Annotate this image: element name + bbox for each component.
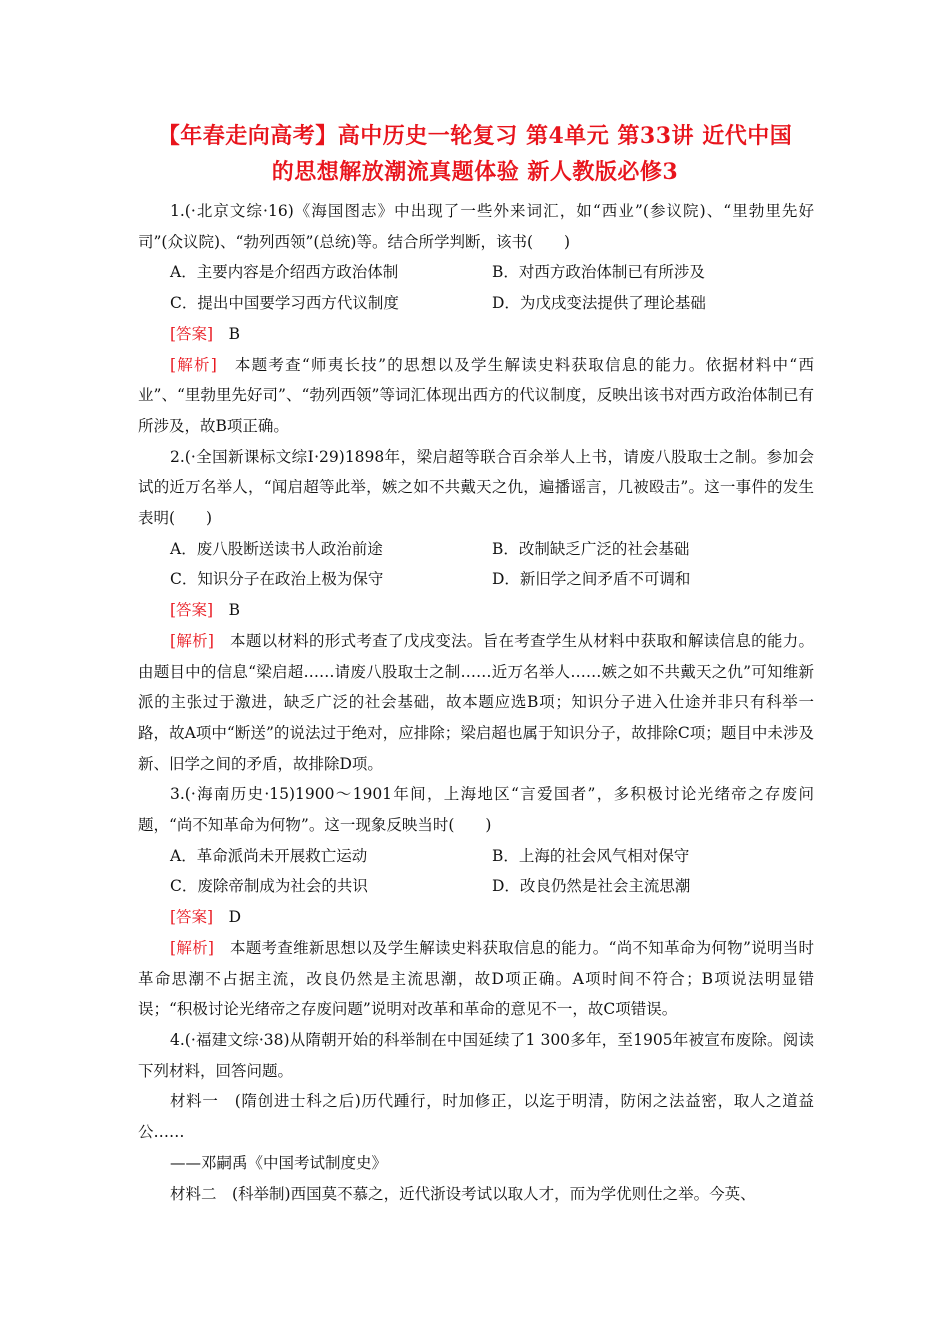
question-2-answer — [138, 595, 814, 626]
question-1-answer — [138, 319, 814, 350]
question-2-option-a: A．废八股断送读书人政治前途 — [170, 539, 383, 558]
document-title — [120, 118, 830, 190]
analysis-tag: [解析] — [170, 938, 214, 957]
analysis-text: 本题考查“师夷长技”的思想以及学生解读史料获取信息的能力。依据材料中“西业”、“里勃里先好司”、“勃列西领”等词汇体现出西方的代议制度，反映出该书对西方政治体制已有所涉及，故B项正确。 — [138, 355, 814, 435]
question-2-analysis — [138, 626, 814, 780]
question-1-options-row-1 — [138, 257, 814, 288]
question-4-material-1: 材料一 (隋创进士科之后)历代踵行，时加修正，以迄于明清，防闲之法益密，取人之道益公…… — [138, 1092, 814, 1142]
question-1-option-c: C．提出中国要学习西方代议制度 — [170, 294, 399, 313]
question-3-analysis — [138, 933, 814, 1025]
question-2-options-row-1 — [138, 534, 814, 565]
answer-tag: [答案] — [170, 601, 214, 620]
question-4-material-1-source: ——邓嗣禹《中国考试制度史》 — [170, 1153, 388, 1172]
question-3-option-b: B．上海的社会风气相对保守 — [492, 846, 690, 865]
analysis-tag: [解析] — [170, 631, 214, 650]
question-2-stem: 2.(·全国新课标文综Ⅰ·29)1898年，梁启超等联合百余举人上书，请废八股取士之制。参加会试的近万名举人，“闻启超等此举，嫉之如不共戴天之仇，遍播谣言，几被殴击”。这一事件的发生表明( ) — [138, 447, 814, 528]
question-1-stem: 1.(·北京文综·16)《海国图志》中出现了一些外来词汇，如“西业”(参议院)、“里勃里先好司”(众议院)、“勃列西领”(总统)等。结合所学判断，该书( ) — [138, 202, 814, 251]
question-1-option-b: B．对西方政治体制已有所涉及 — [492, 263, 705, 282]
question-4-material-2: 材料二 (科举制)西国莫不慕之，近代浙设考试以取人才，而为学优则仕之举。今英、 — [170, 1184, 756, 1203]
question-2-option-b: B．改制缺乏广泛的社会基础 — [492, 539, 690, 558]
question-3-answer — [138, 902, 814, 933]
question-3-options-row-1 — [138, 841, 814, 872]
question-1-option-d: D．为戊戌变法提供了理论基础 — [492, 294, 706, 313]
question-1-analysis — [138, 350, 814, 442]
question-2-options-row-2 — [138, 564, 814, 595]
question-3-options-row-2 — [138, 871, 814, 902]
question-3-option-c: C．废除帝制成为社会的共识 — [170, 877, 368, 896]
question-3-option-d: D．改良仍然是社会主流思潮 — [492, 877, 691, 896]
question-2-option-c: C．知识分子在政治上极为保守 — [170, 570, 384, 589]
analysis-text: 本题以材料的形式考查了戊戌变法。旨在考查学生从材料中获取和解读信息的能力。由题目中的信息“梁启超……请废八股取士之制……近万名举人……嫉之如不共戴天之仇”可知维新派的主张过于激进，缺乏广泛的社会基础，故本题应选B项；知识分子进入仕途并非只有科举一路，故A项中“断送”的说法过于绝对，应排除；梁启超也属于知识分子，故排除C项；题目中未涉及新、旧学之间的矛盾，故排除D项。 — [138, 631, 814, 773]
answer-value: B — [213, 324, 240, 343]
analysis-tag: [解析] — [170, 355, 217, 374]
question-3-option-a: A．革命派尚未开展救亡运动 — [170, 846, 368, 865]
answer-tag: [答案] — [170, 908, 214, 927]
question-1-option-a: A．主要内容是介绍西方政治体制 — [170, 263, 399, 282]
answer-tag: [答案] — [170, 324, 214, 343]
analysis-text: 本题考查维新思想以及学生解读史料获取信息的能力。“尚不知革命为何物”说明当时革命思潮不占据主流，改良仍然是主流思潮，故D项正确。A项时间不符合；B项说法明显错误；“积极讨论光绪帝之存废问题”说明对改革和革命的意见不一，故C项错误。 — [138, 938, 814, 1019]
title-line-2: 的思想解放潮流真题体验 新人教版必修3 — [271, 159, 679, 185]
answer-value: D — [213, 908, 242, 927]
title-line-1: 【年春走向高考】高中历史一轮复习 第4单元 第33讲 近代中国 — [157, 123, 793, 149]
document-body — [138, 196, 814, 1209]
question-2-option-d: D．新旧学之间矛盾不可调和 — [492, 570, 691, 589]
answer-value: B — [213, 601, 240, 620]
question-4-stem: 4.(·福建文综·38)从隋朝开始的科举制在中国延续了1 300多年，至1905年被宣布废除。阅读下列材料，回答问题。 — [138, 1030, 814, 1080]
question-1-options-row-2 — [138, 288, 814, 319]
question-3-stem: 3.(·海南历史·15)1900～1901年间，上海地区“言爱国者”，多积极讨论光绪帝之存废问题，“尚不知革命为何物”。这一现象反映当时( ) — [138, 785, 814, 835]
